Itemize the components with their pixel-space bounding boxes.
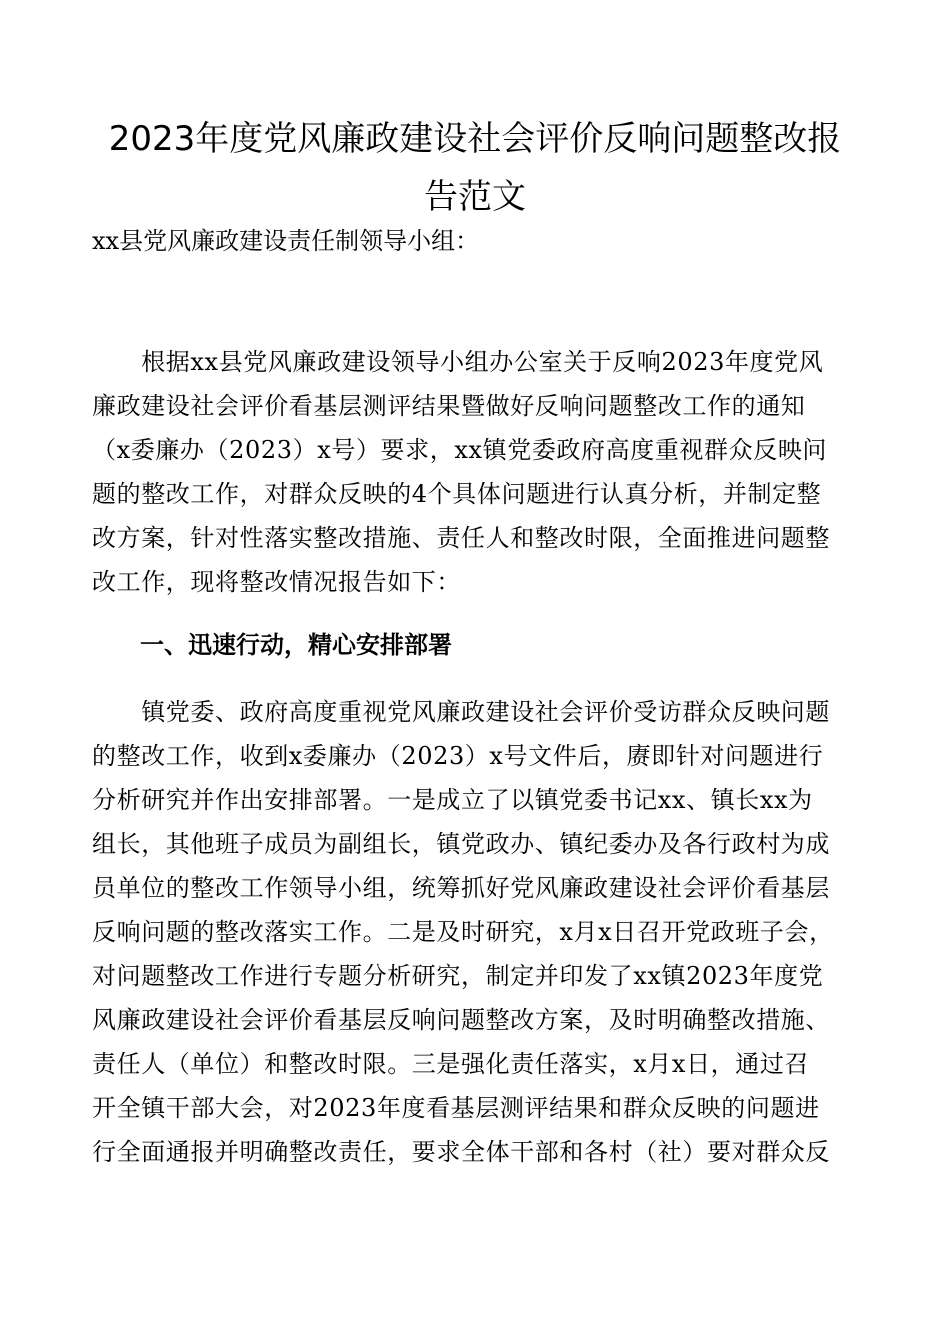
paragraph-line: 对问题整改工作进行专题分析研究，制定并印发了xx镇2023年度党 [92,962,824,990]
paragraph-line: 行全面通报并明确整改责任，要求全体干部和各村（社）要对群众反 [92,1138,830,1166]
title-line-2: 告范文 [424,177,526,217]
paragraph-line: 员单位的整改工作领导小组，统筹抓好党风廉政建设社会评价看基层 [92,874,830,902]
paragraph-section-1 [92,690,862,1174]
salutation: xx县党风廉政建设责任制领导小组： [92,227,480,255]
paragraph-line: 廉政建设社会评价看基层测评结果暨做好反响问题整改工作的通知 [92,392,806,420]
paragraph-line: 的整改工作，收到x委廉办（2023）x号文件后，赓即针对问题进行 [92,742,824,770]
section-heading-1: 一、迅速行动，精心安排部署 [140,631,452,659]
paragraph-line: 组长，其他班子成员为副组长，镇党政办、镇纪委办及各行政村为成 [92,830,830,858]
document-title [90,110,860,226]
paragraph-intro [92,340,862,604]
paragraph-line: 风廉政建设社会评价看基层反响问题整改方案，及时明确整改措施、 [92,1006,830,1034]
paragraph-line: （x委廉办（2023）x号）要求，xx镇党委政府高度重视群众反映问 [92,436,828,464]
paragraph-line: 根据xx县党风廉政建设领导小组办公室关于反响2023年度党风 [92,348,824,376]
paragraph-line: 责任人（单位）和整改时限。三是强化责任落实，x月x日，通过召 [92,1050,810,1078]
paragraph-line: 题的整改工作，对群众反映的4个具体问题进行认真分析，并制定整 [92,480,822,508]
paragraph-line: 改方案，针对性落实整改措施、责任人和整改时限，全面推进问题整 [92,524,830,552]
paragraph-line: 分析研究并作出安排部署。一是成立了以镇党委书记xx、镇长xx为 [92,786,813,814]
title-line-1: 2023年度党风廉政建设社会评价反响问题整改报 [108,119,842,159]
paragraph-line: 反响问题的整改落实工作。二是及时研究，x月x日召开党政班子会， [92,918,834,946]
paragraph-line: 改工作，现将整改情况报告如下： [92,568,461,596]
paragraph-line: 开全镇干部大会，对2023年度看基层测评结果和群众反映的问题进 [92,1094,820,1122]
paragraph-line: 镇党委、政府高度重视党风廉政建设社会评价受访群众反映问题 [92,698,830,726]
